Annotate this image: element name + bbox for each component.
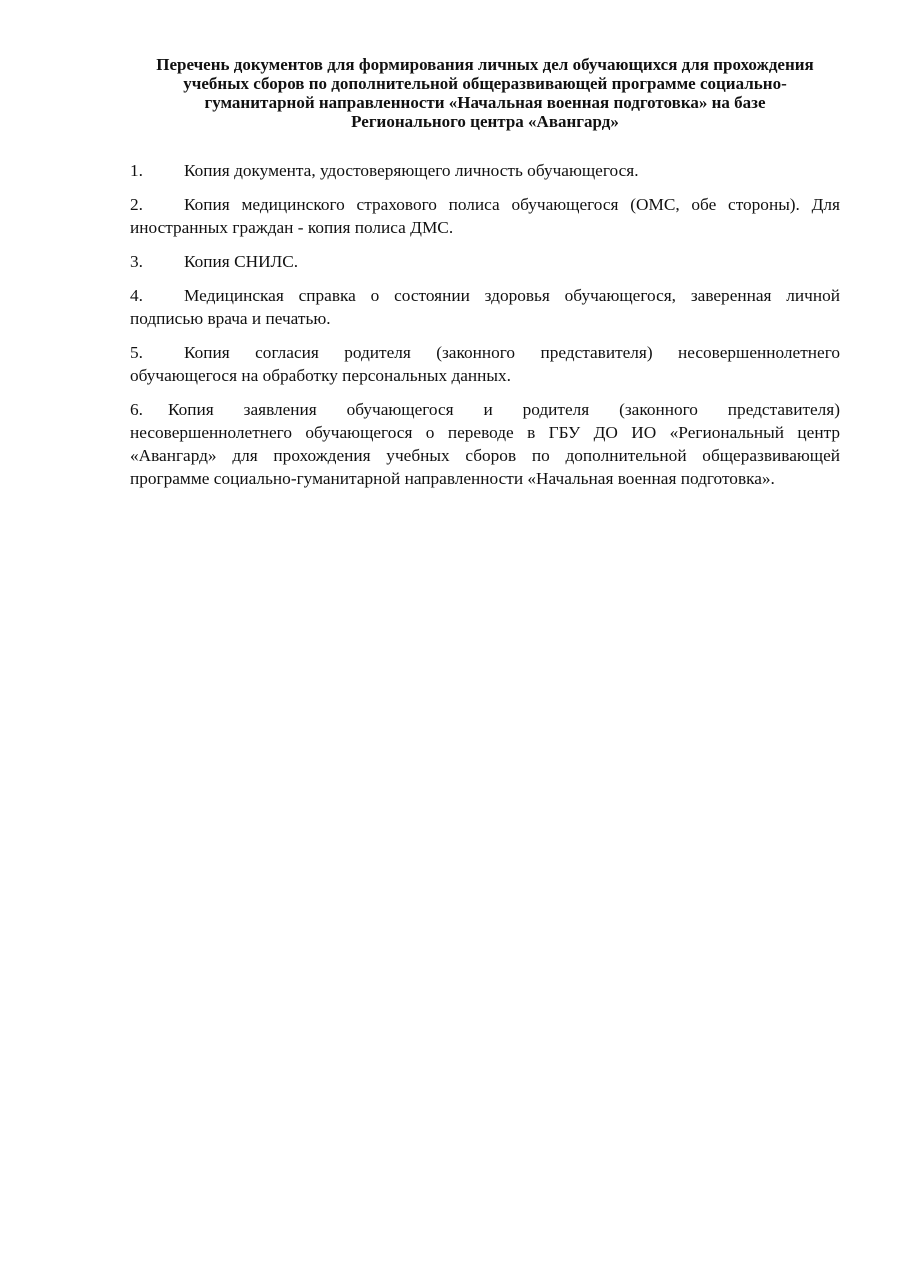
item-number: 4. (130, 286, 143, 305)
document-title (128, 55, 842, 131)
list-item (130, 250, 840, 273)
item-text: Медицинская справка о состоянии здоровья обучающегося, заверенная личной подписью врача и печатью. (130, 286, 840, 328)
list-item (130, 159, 840, 182)
title-line: гуманитарной направленности «Начальная военная подготовка» на базе (204, 93, 766, 112)
item-text: Копия заявления обучающегося и родителя (законного представителя) несовершеннолетнего обучающегося о переводе в ГБУ ДО ИО «Региональный центр «Авангард» для прохождения учебных сборов по дополнительной общеразвивающей программе социально-гуманитарной направленности «Начальная военная подготовка». (130, 400, 840, 488)
list-item (130, 193, 840, 239)
list-item (130, 284, 840, 330)
item-number: 5. (130, 343, 143, 362)
item-number: 2. (130, 195, 143, 214)
item-number: 1. (130, 161, 143, 180)
item-text: Копия медицинского страхового полиса обучающегося (ОМС, обе стороны). Для иностранных граждан - копия полиса ДМС. (130, 195, 840, 237)
item-text: Копия согласия родителя (законного представителя) несовершеннолетнего обучающегося на обработку персональных данных. (130, 343, 840, 385)
title-line: учебных сборов по дополнительной общеразвивающей программе социально- (183, 74, 787, 93)
list-item (130, 341, 840, 387)
title-line: Перечень документов для формирования личных дел обучающихся для прохождения (156, 55, 814, 74)
item-text: Копия документа, удостоверяющего личность обучающегося. (184, 161, 639, 180)
item-number: 6. (130, 400, 143, 419)
item-text: Копия СНИЛС. (184, 252, 299, 271)
document-list (130, 159, 840, 501)
title-line: Регионального центра «Авангард» (351, 112, 619, 131)
list-item (130, 398, 840, 490)
item-number: 3. (130, 252, 143, 271)
